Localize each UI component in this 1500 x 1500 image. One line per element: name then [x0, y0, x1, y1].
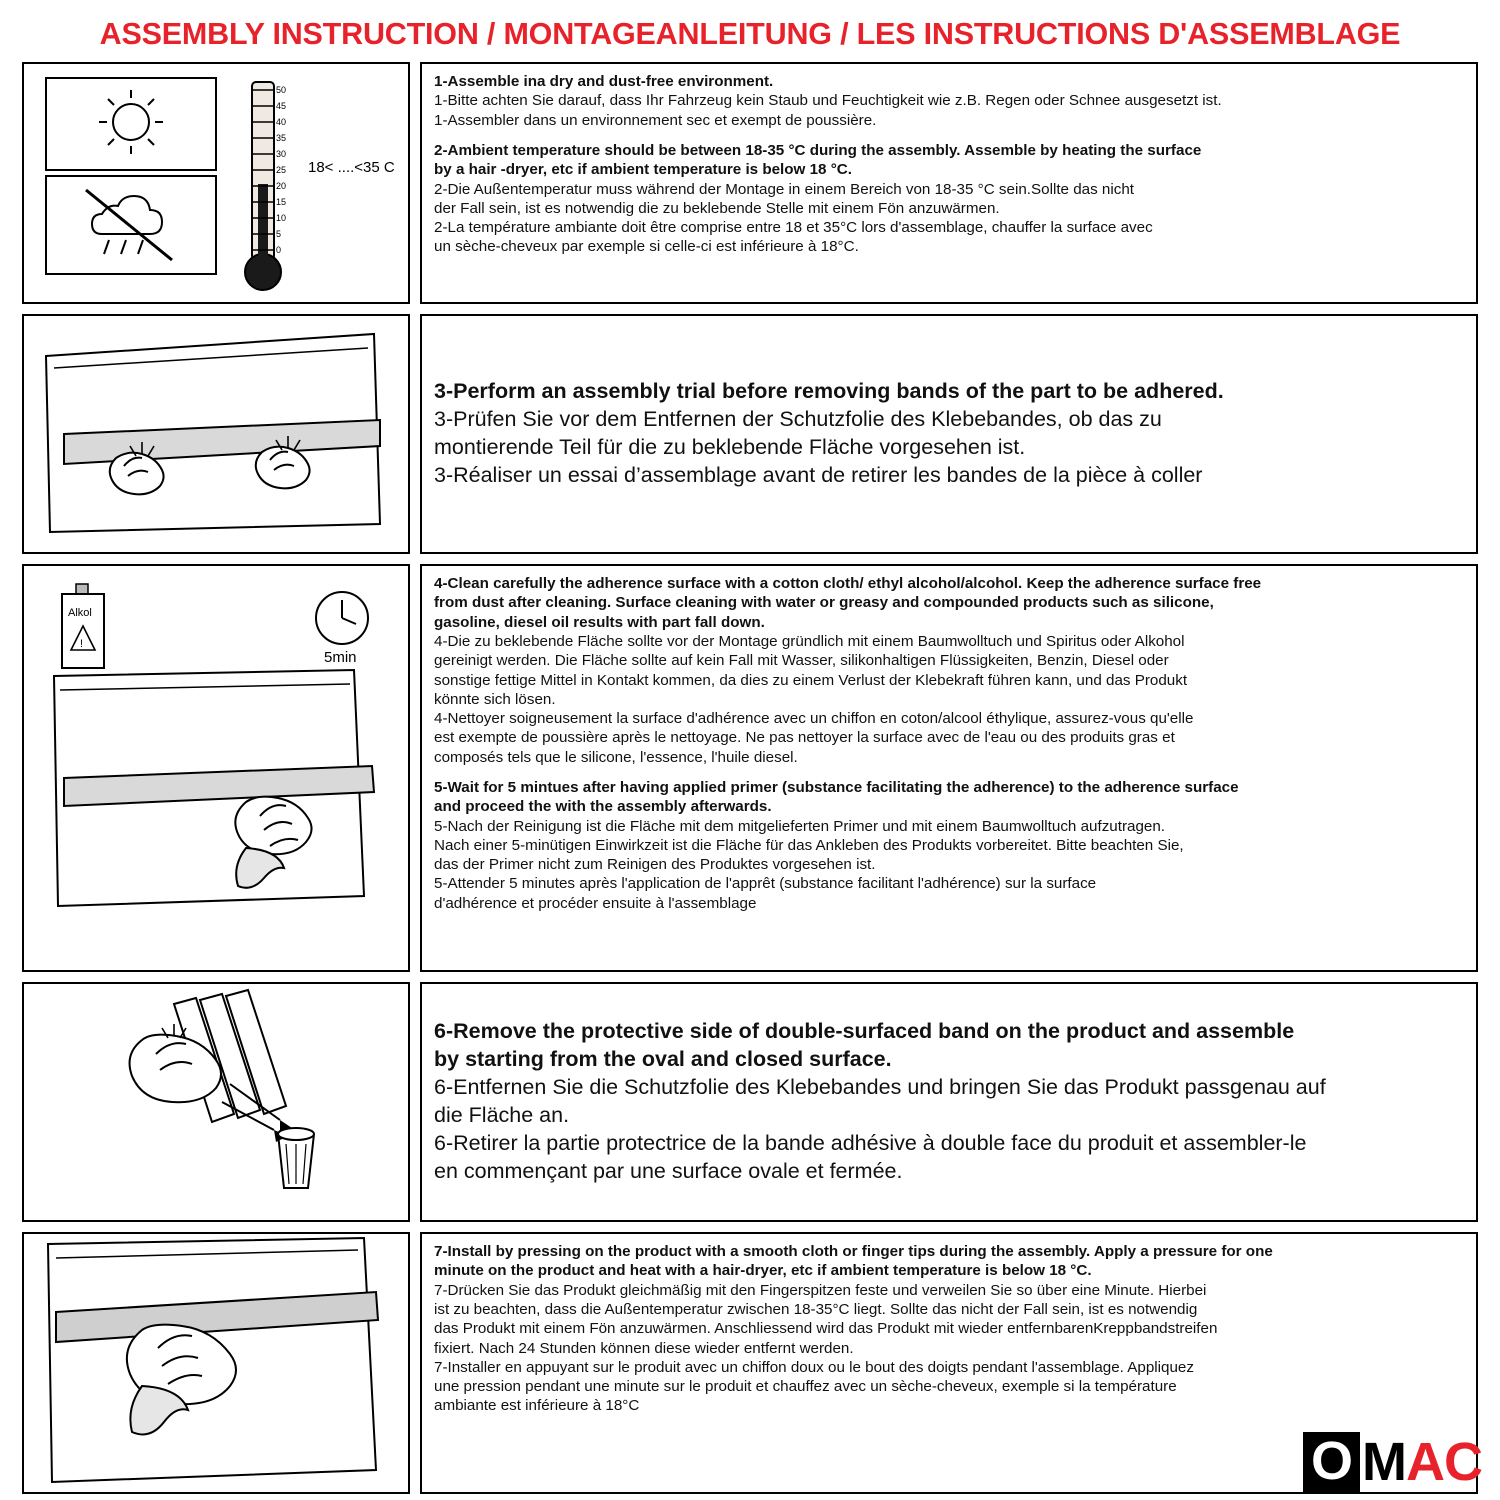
text-line: est exempte de poussière après le nettoyage. Ne pas nettoyer la surface avec de l'eau ou des produits gras et — [434, 729, 1175, 747]
text-line: 5-Nach der Reinigung ist die Fläche mit dem mitgelieferten Primer und mit einem Baumwolltuch aufzutragen. — [434, 817, 1166, 835]
text-line: minute on the product and heat with a hair-dryer, etc if ambient temperature is below 18 °C. — [434, 1262, 1092, 1280]
logo-part-o: O — [1303, 1432, 1360, 1492]
clock-label: 5min — [324, 649, 357, 667]
page-title: ASSEMBLY INSTRUCTION / MONTAGEANLEITUNG / LES INSTRUCTIONS D'ASSEMBLAGE — [99, 17, 1401, 51]
svg-text:35: 35 — [276, 133, 287, 144]
svg-text:0: 0 — [276, 245, 282, 256]
block-7 — [434, 1242, 1464, 1416]
text-line: and proceed the with the assembly afterwards. — [434, 798, 772, 816]
illustration-remove-liner — [22, 982, 410, 1222]
text-section-3 — [420, 314, 1478, 554]
text-section-4-5 — [420, 564, 1478, 972]
svg-text:50: 50 — [276, 85, 287, 96]
svg-text:45: 45 — [276, 101, 287, 112]
text-line: une pression pendant une minute sur le produit et chauffez avec un sèche-cheveux, exemple si la température — [434, 1378, 1177, 1396]
text-line: ist zu beachten, dass die Außentemperatur zwischen 18-35°C liegt. Sollte das nicht der Fall sein, ist es notwendig — [434, 1300, 1198, 1318]
text-line: die Fläche an. — [434, 1103, 570, 1128]
text-line: en commençant par une surface ovale et fermée. — [434, 1158, 903, 1183]
text-line: 4-Clean carefully the adherence surface with a cotton cloth/ ethyl alcohol/alcohol. Keep the adherence surface free — [434, 575, 1262, 593]
text-line: 4-Nettoyer soigneusement la surface d'adhérence avec un chiffon en coton/alcool éthylique, assurez-vous qu'elle — [434, 710, 1194, 728]
text-line: der Fall sein, ist es notwendig die zu beklebende Stelle mit einem Fön anzuwärmen. — [434, 199, 1000, 217]
instruction-row-4 — [22, 982, 1478, 1222]
block-6 — [434, 992, 1464, 1212]
illustration-svg-1 — [24, 64, 408, 302]
illustration-press-product — [22, 1232, 410, 1494]
spacer — [434, 130, 1464, 141]
omac-logo — [1303, 1432, 1482, 1492]
text-line: d'adhérence et procéder ensuite à l'assemblage — [434, 894, 757, 912]
text-line: könnte sich lösen. — [434, 690, 556, 708]
text-line: 3-Prüfen Sie vor dem Entfernen der Schutzfolie des Klebebandes, ob das zu — [434, 407, 1162, 432]
text-line: composés tels que le silicone, l'essence, l'huile diesel. — [434, 748, 798, 766]
text-line: 6-Entfernen Sie die Schutzfolie des Klebebandes und bringen Sie das Produkt passgenau auf — [434, 1075, 1326, 1100]
text-line: sonstige fettige Mittel in Kontakt kommen, da dies zu einem Verlust der Klebekraft führen kann, und das Produkt — [434, 671, 1188, 689]
text-line: 5-Attender 5 minutes après l'application de l'apprêt (substance facilitant l'adhérence) sur la surface — [434, 875, 1097, 893]
instruction-grid — [22, 62, 1478, 1494]
text-line: by starting from the oval and closed surface. — [434, 1047, 892, 1072]
text-line: 1-Assemble ina dry and dust-free environment. — [434, 73, 774, 91]
illustration-svg-4 — [24, 984, 408, 1220]
text-line: fixiert. Nach 24 Stunden können diese wieder entfernt werden. — [434, 1339, 854, 1357]
illustration-trial-fit — [22, 314, 410, 554]
text-line: gasoline, diesel oil results with part fall down. — [434, 613, 765, 631]
text-line: 2-Ambient temperature should be between 18-35 °C during the assembly. Assemble by heating the surface — [434, 141, 1202, 159]
block-2 — [434, 141, 1464, 257]
spacer — [434, 767, 1464, 778]
svg-text:20: 20 — [276, 181, 287, 192]
logo-part-m: M — [1362, 1432, 1406, 1492]
instruction-row-3 — [22, 564, 1478, 972]
svg-text:5: 5 — [276, 229, 282, 240]
block-3 — [434, 324, 1464, 544]
temperature-range-label: 18< ....<35 C — [308, 159, 395, 177]
text-line: 6-Retirer la partie protectrice de la bande adhésive à double face du produit et assembler-le — [434, 1130, 1307, 1155]
text-line: 1-Assembler dans un environnement sec et exempt de poussière. — [434, 111, 877, 129]
text-line: 7-Drücken Sie das Produkt gleichmäßig mit den Fingerspitzen feste und verweilen Sie so über eine Minute. Hierbei — [434, 1281, 1207, 1299]
text-line: 7-Installer en appuyant sur le produit avec un chiffon doux ou le bout des doigts pendant l'assemblage. Appliquez — [434, 1358, 1194, 1376]
text-line: by a hair -dryer, etc if ambient temperature is below 18 °C. — [434, 161, 852, 179]
text-line: 2-Die Außentemperatur muss während der Montage in einem Bereich von 18-35 °C sein.Sollte das nicht — [434, 180, 1135, 198]
text-line: 3-Perform an assembly trial before removing bands of the part to be adhered. — [434, 379, 1224, 404]
text-line: from dust after cleaning. Surface cleaning with water or greasy and compounded products such as silicone, — [434, 594, 1214, 612]
svg-text:15: 15 — [276, 197, 287, 208]
illustration-svg-5 — [24, 1234, 408, 1492]
text-line: 7-Install by pressing on the product with a smooth cloth or finger tips during the assembly. Apply a pressure for one — [434, 1243, 1273, 1261]
svg-text:25: 25 — [276, 165, 287, 176]
text-line: 5-Wait for 5 mintues after having applied primer (substance facilitating the adherence) to the adherence surface — [434, 778, 1239, 796]
text-line: das der Primer nicht zum Reinigen des Produktes vorgesehen ist. — [434, 856, 876, 874]
block-5 — [434, 778, 1464, 913]
text-section-6 — [420, 982, 1478, 1222]
illustration-svg-2 — [24, 316, 408, 552]
text-line: gereinigt werden. Die Fläche sollte auf kein Fall mit Wasser, silikonhaltigen Flüssigkeiten, Benzin, Diesel oder — [434, 652, 1169, 670]
svg-text:30: 30 — [276, 149, 287, 160]
instruction-row-2 — [22, 314, 1478, 554]
instruction-row-5 — [22, 1232, 1478, 1494]
text-line: montierende Teil für die zu beklebende Fläche vorgesehen ist. — [434, 435, 1026, 460]
text-line: ambiante est inférieure à 18°C — [434, 1397, 640, 1415]
svg-text:40: 40 — [276, 117, 287, 128]
text-line: das Produkt mit einem Fön anzuwärmen. Anschliessend wird das Produkt mit wieder entfernbarenKreppbandstreifen — [434, 1320, 1218, 1338]
text-line: 1-Bitte achten Sie darauf, dass Ihr Fahrzeug kein Staub und Feuchtigkeit wie z.B. Regen oder Schnee ausgesetzt ist. — [434, 92, 1222, 110]
svg-text:!: ! — [80, 638, 84, 651]
instruction-row-1 — [22, 62, 1478, 304]
text-line: Nach einer 5-minütigen Einwirkzeit ist die Fläche für das Ankleben des Produkts vorbereitet. Bitte beachten Sie, — [434, 836, 1184, 854]
illustration-svg-3 — [24, 566, 408, 970]
alcohol-bottle-label: Alkol — [68, 607, 92, 620]
illustration-cleaning — [22, 564, 410, 972]
text-line: 4-Die zu beklebende Fläche sollte vor der Montage gründlich mit einem Baumwolltuch und Spiritus oder Alkohol — [434, 632, 1185, 650]
text-section-1-2 — [420, 62, 1478, 304]
svg-text:10: 10 — [276, 213, 287, 224]
block-1 — [434, 72, 1464, 130]
illustration-environment-temperature — [22, 62, 410, 304]
text-line: 6-Remove the protective side of double-surfaced band on the product and assemble — [434, 1019, 1295, 1044]
text-line: 3-Réaliser un essai d’assemblage avant de retirer les bandes de la pièce à coller — [434, 462, 1203, 487]
logo-part-ac: AC — [1406, 1432, 1482, 1492]
block-4 — [434, 574, 1464, 767]
text-line: un sèche-cheveux par exemple si celle-ci est inférieure à 18°C. — [434, 238, 859, 256]
text-line: 2-La température ambiante doit être comprise entre 18 et 35°C lors d'assemblage, chauffer la surface avec — [434, 219, 1153, 237]
